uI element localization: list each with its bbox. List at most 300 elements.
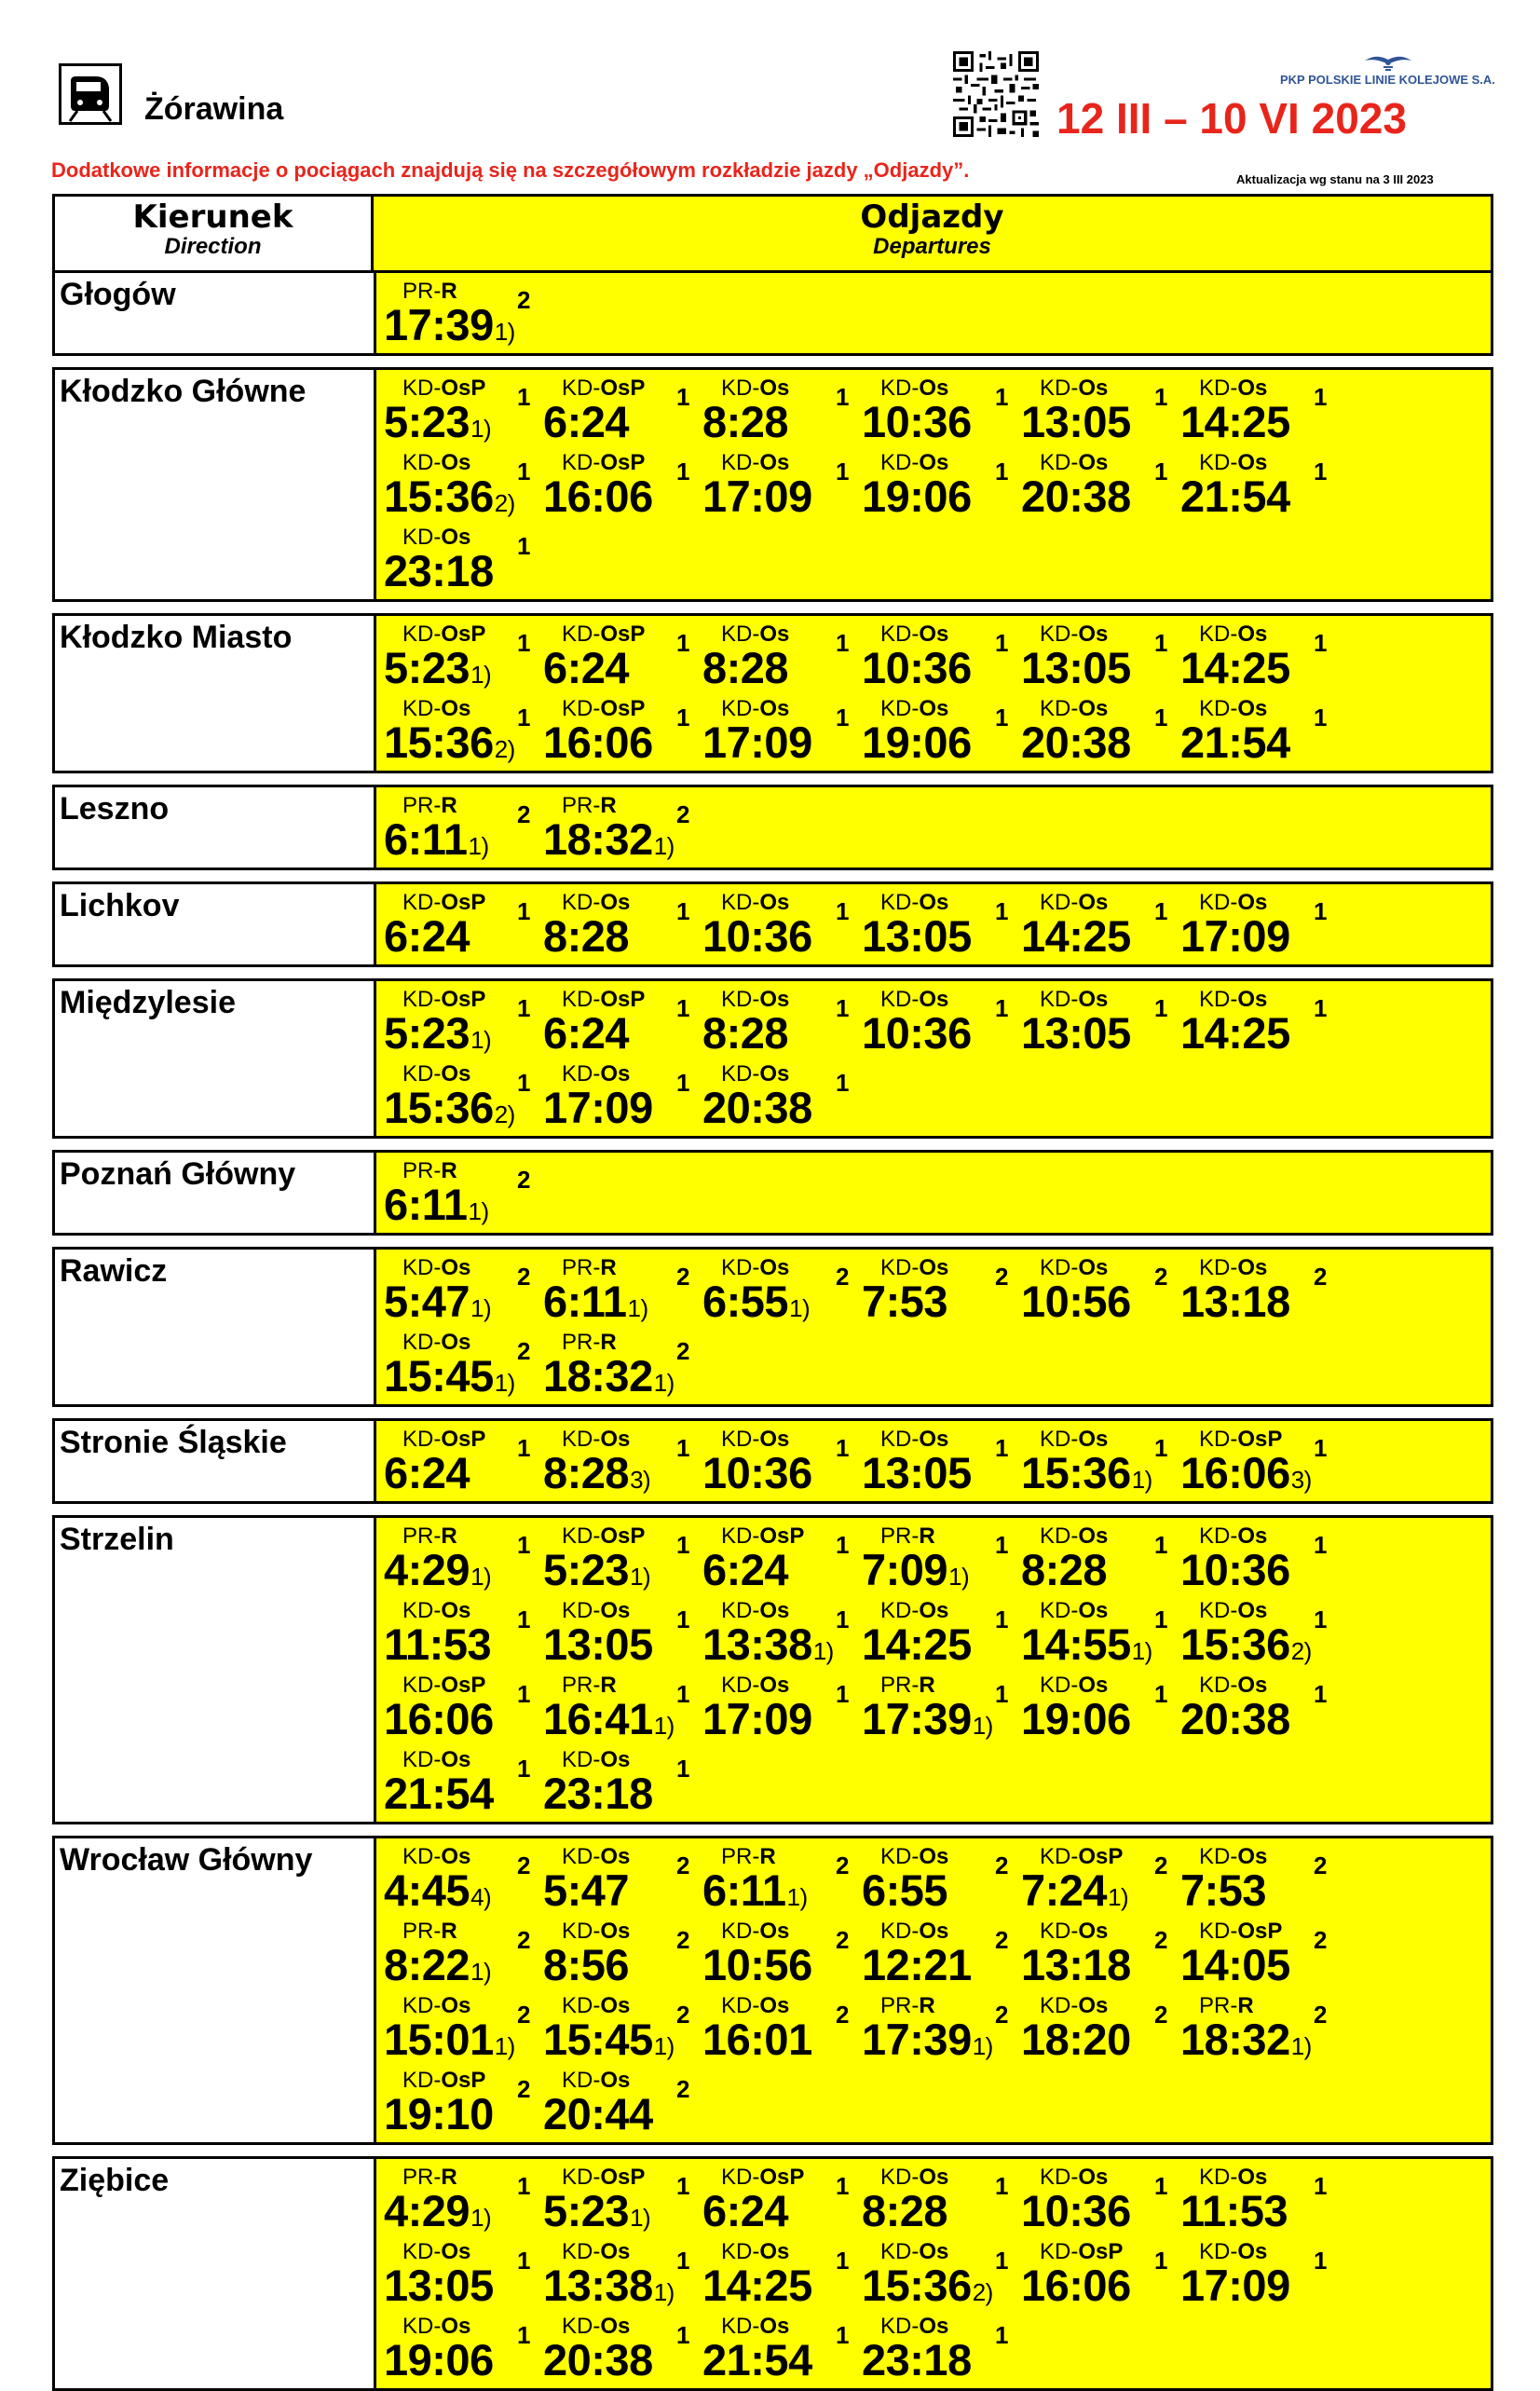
departure-time-wrap (543, 2334, 654, 2385)
departure-time-wrap (702, 1865, 808, 1916)
train-type: Os (919, 1598, 949, 1623)
travel-class: 1 (676, 1680, 690, 1708)
departure-item (702, 1989, 862, 2064)
footnote-mark: 1) (494, 2032, 515, 2060)
departure-time: 5:23 (384, 397, 470, 446)
departure-time-wrap (702, 2014, 813, 2065)
travel-class: 1 (1314, 1531, 1328, 1559)
departure-time-wrap (1180, 717, 1291, 768)
departure-time: 18:20 (1021, 2015, 1131, 2064)
departure-time: 10:56 (702, 1940, 812, 1989)
departures-title: Odjazdy (860, 198, 1004, 236)
train-type: Os (441, 1061, 471, 1086)
travel-class: 1 (676, 1531, 690, 1559)
departure-time: 13:05 (543, 1619, 653, 1669)
departure-item (543, 692, 702, 767)
carrier-code: KD- (1040, 2165, 1079, 2190)
route-departures (376, 787, 1491, 868)
travel-class: 1 (1314, 704, 1328, 731)
train-type: OsP (759, 1523, 805, 1549)
departure-item (543, 1326, 702, 1400)
travel-class: 1 (1154, 629, 1168, 657)
carrier-code: KD- (402, 890, 442, 915)
train-type: Os (919, 1255, 949, 1280)
footnote-mark: 1) (470, 1294, 492, 1322)
carrier-code: KD- (1040, 1993, 1079, 2018)
departure-time: 17:09 (702, 1694, 812, 1743)
train-type: Os (1078, 696, 1109, 721)
departure-time: 23:18 (384, 546, 494, 595)
train-type: Os (1237, 1673, 1268, 1698)
footnote-mark: 1) (494, 318, 515, 346)
departure-time-wrap (543, 1939, 630, 1990)
departure-time-wrap (702, 1276, 810, 1327)
route-direction: Rawicz (55, 1250, 376, 1404)
route-row (52, 2156, 1493, 2391)
carrier-code: KD- (880, 696, 920, 721)
train-type: Os (1237, 1598, 1268, 1623)
departure-item (862, 446, 1021, 521)
travel-class: 2 (676, 800, 690, 828)
departure-time-wrap (702, 1007, 789, 1059)
departure-time-wrap (1021, 1007, 1132, 1059)
carrier-code: KD- (1040, 696, 1079, 721)
departure-time-wrap (384, 396, 491, 447)
route-departures (376, 1250, 1491, 1404)
departure-time-wrap (862, 717, 973, 768)
travel-class: 1 (676, 2247, 690, 2275)
departure-item (862, 983, 1021, 1058)
departure-time: 8:28 (543, 911, 630, 961)
departure-time: 20:38 (543, 2335, 653, 2384)
departure-time: 8:28 (702, 1008, 789, 1058)
train-type: Os (1237, 2239, 1268, 2264)
departure-item (543, 618, 702, 692)
departure-time: 8:28 (862, 2186, 948, 2235)
travel-class: 2 (517, 2001, 531, 2029)
carrier-code: KD- (1040, 450, 1079, 475)
route-departures (376, 1421, 1491, 1501)
carrier-code: KD- (721, 2314, 760, 2339)
train-type: Os (1078, 376, 1109, 401)
travel-class: 2 (1314, 2001, 1328, 2029)
travel-class: 1 (517, 2172, 531, 2200)
footnote-mark: 1) (470, 1026, 492, 1054)
route-row (52, 1247, 1493, 1407)
departure-item (543, 1915, 702, 1989)
train-type: OsP (1078, 1844, 1124, 1869)
departure-time: 12:21 (862, 1940, 972, 1989)
departure-item (1180, 2161, 1340, 2235)
train-type: R (919, 1523, 935, 1549)
departure-time: 8:56 (543, 1940, 630, 1989)
carrier-code: KD- (880, 890, 920, 915)
departure-item (862, 692, 1021, 767)
train-type: R (441, 1523, 457, 1549)
departure-time-wrap (543, 2260, 675, 2311)
departure-time: 18:32 (1180, 2015, 1290, 2064)
travel-class: 1 (1314, 458, 1328, 485)
departure-time: 6:24 (543, 397, 630, 446)
carrier-code: KD- (562, 1523, 601, 1549)
departure-time: 13:18 (1021, 1940, 1131, 1989)
departure-item (702, 618, 862, 692)
travel-class: 1 (676, 458, 690, 485)
departures-header (374, 194, 1493, 273)
travel-class: 1 (995, 704, 1009, 731)
travel-class: 1 (1154, 383, 1168, 411)
travel-class: 1 (1314, 1605, 1328, 1633)
train-type: Os (600, 2068, 631, 2093)
train-type: Os (759, 696, 790, 721)
train-type: Os (1078, 1993, 1109, 2018)
departure-time-wrap (1021, 1544, 1108, 1595)
departure-time-wrap (862, 1447, 973, 1498)
travel-class: 2 (1314, 1926, 1328, 1954)
departure-item (543, 1520, 702, 1594)
departure-time: 14:25 (702, 2261, 812, 2310)
footnote-mark: 1) (653, 1712, 675, 1740)
train-type: R (441, 1158, 457, 1183)
departure-time: 14:05 (1180, 1940, 1290, 1989)
travel-class: 2 (517, 1926, 531, 1954)
departure-time-wrap (702, 717, 813, 768)
travel-class: 1 (517, 897, 531, 925)
departure-time: 19:06 (862, 717, 972, 767)
train-type: Os (1078, 2165, 1109, 2190)
departure-time-wrap (1180, 642, 1291, 693)
train-type: Os (759, 890, 790, 915)
departure-item (702, 1520, 862, 1594)
departure-time: 15:36 (862, 2261, 972, 2310)
departure-item (384, 446, 543, 521)
carrier-code: PR- (562, 1673, 601, 1698)
carrier-code: KD- (562, 376, 601, 401)
departure-time-wrap (1021, 1693, 1132, 1744)
footnote-mark: 2) (494, 489, 515, 517)
carrier-code: KD- (1199, 450, 1238, 475)
train-type: Os (441, 1993, 471, 2018)
departure-item (384, 1915, 543, 1989)
train-type: OsP (759, 2165, 805, 2190)
train-type: Os (759, 987, 790, 1012)
departure-item (1180, 1989, 1340, 2064)
departure-item (1180, 372, 1340, 446)
departure-time-wrap (543, 1619, 654, 1670)
departure-time: 10:36 (702, 911, 812, 961)
departure-time: 13:18 (1180, 1277, 1290, 1326)
departure-time: 16:06 (543, 717, 653, 767)
train-type: Os (441, 696, 471, 721)
departure-item (1021, 1520, 1180, 1594)
travel-class: 2 (1154, 1263, 1168, 1291)
travel-class: 1 (1154, 1680, 1168, 1708)
train-type: Os (441, 2239, 471, 2264)
carrier-code: PR- (880, 1673, 920, 1698)
departure-time-wrap (384, 1350, 515, 1401)
departure-item (384, 692, 543, 767)
train-type: Os (919, 890, 949, 915)
departure-time-wrap (702, 471, 813, 522)
travel-class: 1 (517, 1531, 531, 1559)
departure-time-wrap (384, 642, 491, 693)
departure-time: 14:25 (1180, 1008, 1290, 1058)
train-type: Os (441, 2314, 471, 2339)
travel-class: 1 (517, 532, 531, 560)
departure-time-wrap (543, 2088, 654, 2139)
direction-header (52, 194, 374, 273)
departure-time: 13:05 (862, 911, 972, 961)
footnote-mark: 1) (1131, 1466, 1152, 1494)
carrier-code: KD- (562, 696, 601, 721)
footnote-mark: 1) (468, 832, 489, 860)
travel-class: 1 (995, 1531, 1009, 1559)
departure-time-wrap (702, 642, 789, 693)
train-type: Os (1078, 1919, 1109, 1944)
departure-time-wrap (384, 717, 515, 768)
travel-class: 1 (836, 2321, 850, 2349)
footnote-mark: 1) (630, 1563, 651, 1591)
departure-time: 23:18 (543, 1769, 653, 1818)
departure-item (1021, 2161, 1180, 2235)
departure-time-wrap (384, 1544, 491, 1595)
train-type: Os (759, 1061, 790, 1086)
departure-item (862, 1669, 1021, 1743)
departure-time-wrap (543, 1350, 675, 1401)
carrier-code: KD- (721, 696, 760, 721)
train-type: Os (1237, 1844, 1268, 1869)
travel-class: 1 (836, 458, 850, 485)
carrier-code: KD- (562, 1427, 601, 1452)
departure-time-wrap (384, 2014, 515, 2065)
footnote-mark: 1) (972, 1712, 993, 1740)
travel-class: 1 (995, 897, 1009, 925)
route-row (52, 1418, 1493, 1504)
train-type: Os (441, 1330, 471, 1355)
departure-item (1021, 1989, 1180, 2064)
carrier-code: KD- (1040, 1598, 1079, 1623)
departure-item (1021, 372, 1180, 446)
route-departures (376, 616, 1491, 771)
travel-class: 1 (517, 704, 531, 731)
departure-time-wrap (384, 1007, 491, 1059)
departure-item (862, 1423, 1021, 1497)
plk-logo (1363, 51, 1413, 74)
departure-time: 5:23 (384, 1008, 470, 1058)
train-type: Os (759, 1673, 790, 1698)
carrier-code: KD- (880, 376, 920, 401)
departure-time-wrap (1180, 2260, 1291, 2311)
footnote-mark: 1) (786, 1883, 808, 1911)
travel-class: 1 (517, 2247, 531, 2275)
carrier-code: KD- (721, 622, 760, 647)
departure-time: 4:29 (384, 2186, 470, 2235)
departure-item (862, 1915, 1021, 1989)
departure-time: 15:36 (1180, 1619, 1290, 1669)
carrier-code: KD- (562, 450, 601, 475)
departure-item (384, 1989, 543, 2064)
carrier-code: PR- (880, 1523, 920, 1549)
departure-item (1180, 1594, 1340, 1669)
departure-item (384, 1743, 543, 1818)
departure-item (543, 789, 702, 864)
travel-class: 1 (1314, 383, 1328, 411)
carrier-code: KD- (1199, 696, 1238, 721)
departure-item (543, 1251, 702, 1326)
footnote-mark: 1) (972, 2032, 993, 2060)
footnote-mark: 4) (470, 1883, 492, 1911)
departure-time-wrap (543, 813, 675, 865)
travel-class: 1 (676, 383, 690, 411)
travel-class: 1 (836, 1069, 850, 1097)
train-type: Os (600, 1427, 631, 1452)
travel-class: 1 (517, 994, 531, 1022)
departure-item (702, 1058, 862, 1132)
train-type: Os (441, 1598, 471, 1623)
footnote-mark: 2) (1290, 1637, 1312, 1665)
carrier-code: KD- (1040, 987, 1079, 1012)
departure-time-wrap (1180, 1865, 1267, 1916)
travel-class: 1 (1314, 897, 1328, 925)
train-type: Os (1078, 1598, 1109, 1623)
carrier-code: PR- (402, 279, 442, 304)
train-type: OsP (600, 450, 646, 475)
carrier-code: KD- (1199, 2239, 1238, 2264)
route-row (52, 1515, 1493, 1824)
departure-item (543, 1840, 702, 1915)
travel-class: 1 (517, 383, 531, 411)
travel-class: 1 (836, 704, 850, 731)
departure-item (702, 372, 862, 446)
travel-class: 1 (1314, 629, 1328, 657)
train-type: Os (600, 1747, 631, 1772)
travel-class: 1 (1314, 1680, 1328, 1708)
departure-time: 19:10 (384, 2089, 494, 2138)
travel-class: 1 (995, 2247, 1009, 2275)
travel-class: 1 (1154, 2172, 1168, 2200)
departure-time: 7:09 (862, 1545, 948, 1594)
travel-class: 1 (995, 1680, 1009, 1708)
travel-class: 1 (517, 1605, 531, 1633)
departure-item (543, 1743, 702, 1818)
train-type: Os (759, 450, 790, 475)
update-note: Aktualizacja wg stanu na 3 III 2023 (1236, 172, 1434, 186)
train-type: OsP (600, 1523, 646, 1549)
departure-item (384, 1251, 543, 1326)
carrier-code: KD- (1040, 1523, 1079, 1549)
carrier-code: KD- (402, 525, 442, 550)
train-type: Os (759, 1993, 790, 2018)
carrier-code: KD- (721, 1993, 760, 2018)
departure-time: 14:25 (1180, 643, 1290, 692)
departure-time-wrap (1021, 1447, 1152, 1498)
carrier-code: KD- (1040, 1919, 1079, 1944)
travel-class: 2 (995, 1926, 1009, 1954)
departure-item (543, 1669, 702, 1743)
departure-time-wrap (384, 813, 489, 865)
travel-class: 1 (1154, 704, 1168, 731)
carrier-code: KD- (1040, 1255, 1079, 1280)
departure-item (1180, 886, 1340, 961)
departure-time: 23:18 (862, 2335, 972, 2384)
route-row (52, 785, 1493, 870)
departure-time-wrap (862, 396, 973, 447)
departure-time-wrap (543, 1693, 675, 1744)
carrier-code: KD- (721, 1427, 760, 1452)
train-type: Os (919, 2165, 949, 2190)
train-type: Os (600, 1993, 631, 2018)
travel-class: 1 (1154, 994, 1168, 1022)
departure-item (1180, 1520, 1340, 1594)
footnote-mark: 1) (627, 1294, 648, 1322)
carrier-code: KD- (721, 376, 760, 401)
carrier-code: KD- (880, 987, 920, 1012)
departure-time-wrap (1021, 2185, 1132, 2236)
carrier-code: KD- (402, 1427, 442, 1452)
departure-time: 6:11 (384, 1180, 468, 1229)
departure-item (543, 372, 702, 446)
departure-time: 13:38 (543, 2261, 653, 2310)
travel-class: 2 (1314, 1851, 1328, 1879)
departure-time-wrap (862, 1693, 993, 1744)
train-type: R (441, 279, 457, 304)
departure-item (1021, 618, 1180, 692)
travel-class: 2 (676, 1851, 690, 1879)
carrier-code: KD- (1199, 1255, 1238, 1280)
departure-time-wrap (543, 1447, 650, 1498)
carrier-code: PR- (880, 1993, 920, 2018)
departure-time-wrap (702, 1447, 813, 1498)
travel-class: 1 (995, 2172, 1009, 2200)
departure-item (862, 2310, 1021, 2384)
departure-time-wrap (702, 396, 789, 447)
carrier-code: KD- (1199, 890, 1238, 915)
carrier-code: PR- (562, 1330, 601, 1355)
departure-time: 13:05 (384, 2261, 494, 2310)
carrier-code: KD- (1040, 890, 1079, 915)
departure-item (702, 1840, 862, 1915)
carrier-code: KD- (880, 1919, 920, 1944)
carrier-code: KD- (1199, 987, 1238, 1012)
departure-time: 14:25 (1180, 397, 1290, 446)
travel-class: 1 (836, 1680, 850, 1708)
departure-time-wrap (1021, 396, 1132, 447)
route-direction: Wrocław Główny (55, 1838, 376, 2142)
route-direction: Kłodzko Miasto (55, 616, 376, 771)
carrier-code: PR- (402, 1919, 442, 1944)
departure-time-wrap (702, 2185, 789, 2236)
travel-class: 1 (1314, 2247, 1328, 2275)
carrier-code: KD- (880, 1427, 920, 1452)
travel-class: 1 (676, 994, 690, 1022)
departure-time-wrap (384, 2260, 495, 2311)
departure-item (543, 1423, 702, 1497)
departure-time-wrap (702, 1544, 789, 1595)
departure-time: 21:54 (1180, 717, 1290, 767)
station-name: Żórawina (144, 91, 284, 127)
departure-time: 15:36 (384, 1083, 494, 1132)
carrier-code: KD- (721, 1523, 760, 1549)
carrier-code: KD- (402, 1330, 442, 1355)
direction-title: Kierunek (132, 198, 293, 236)
departure-time-wrap (543, 1276, 648, 1327)
train-type: R (441, 2165, 457, 2190)
departure-item (543, 2064, 702, 2138)
train-type: Os (919, 2314, 949, 2339)
footnote-mark: 1) (468, 1197, 489, 1225)
departure-time-wrap (543, 396, 630, 447)
travel-class: 1 (836, 1605, 850, 1633)
